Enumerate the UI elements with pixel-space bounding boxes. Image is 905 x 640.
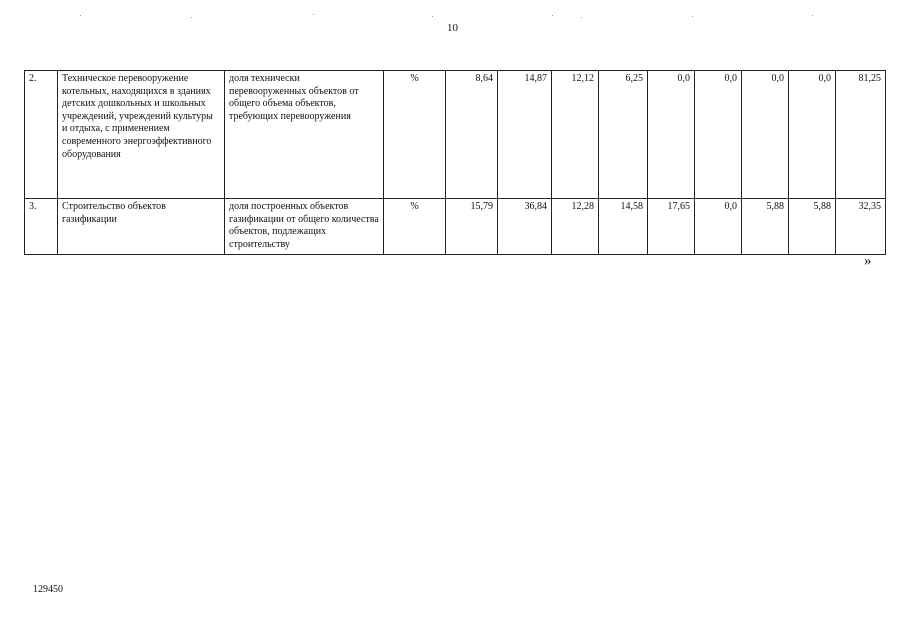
value-cell: 12,28 — [552, 199, 599, 255]
value-cell: 17,65 — [648, 199, 695, 255]
scan-speck — [80, 15, 81, 16]
continuation-mark: » — [864, 253, 872, 269]
value-cell: 5,88 — [789, 199, 836, 255]
value-cell: 15,79 — [446, 199, 498, 255]
value-cell: 81,25 — [836, 71, 886, 199]
table-row — [25, 199, 886, 255]
value-cell: 14,58 — [599, 199, 648, 255]
activity-name: Техническое перевооружение котельных, находящихся в зданиях детских дошкольных и школьных учреждений, учреждений культуры и отдыха, с применением современного энергоэффективного оборудования — [58, 71, 225, 199]
indicator-name: доля построенных объектов газификации от общего количества объектов, подлежащих строительству — [225, 199, 384, 255]
value-cell: 8,64 — [446, 71, 498, 199]
value-cell: 12,12 — [552, 71, 599, 199]
document-code: 129450 — [33, 584, 63, 595]
value-cell: 14,87 — [498, 71, 552, 199]
scan-speck — [191, 17, 192, 18]
scan-speck — [432, 16, 433, 17]
table-row — [25, 71, 886, 199]
scan-speck — [313, 14, 314, 15]
row-number: 3. — [25, 199, 58, 255]
value-cell: 32,35 — [836, 199, 886, 255]
indicators-table — [24, 70, 886, 255]
value-cell: 5,88 — [742, 199, 789, 255]
value-cell: 0,0 — [742, 71, 789, 199]
indicator-name: доля технически перевооруженных объектов от общего объема объектов, требующих перевооружения — [225, 71, 384, 199]
unit-cell: % — [384, 71, 446, 199]
value-cell: 0,0 — [695, 199, 742, 255]
activity-name: Строительство объектов газификации — [58, 199, 225, 255]
unit-cell: % — [384, 199, 446, 255]
value-cell: 0,0 — [695, 71, 742, 199]
value-cell: 0,0 — [648, 71, 695, 199]
value-cell: 0,0 — [789, 71, 836, 199]
scan-speck — [812, 15, 813, 16]
scan-speck — [692, 16, 693, 17]
value-cell: 6,25 — [599, 71, 648, 199]
row-number: 2. — [25, 71, 58, 199]
scan-speck — [552, 15, 553, 16]
scan-speck — [581, 17, 582, 18]
value-cell: 36,84 — [498, 199, 552, 255]
page-number: 10 — [447, 22, 458, 34]
